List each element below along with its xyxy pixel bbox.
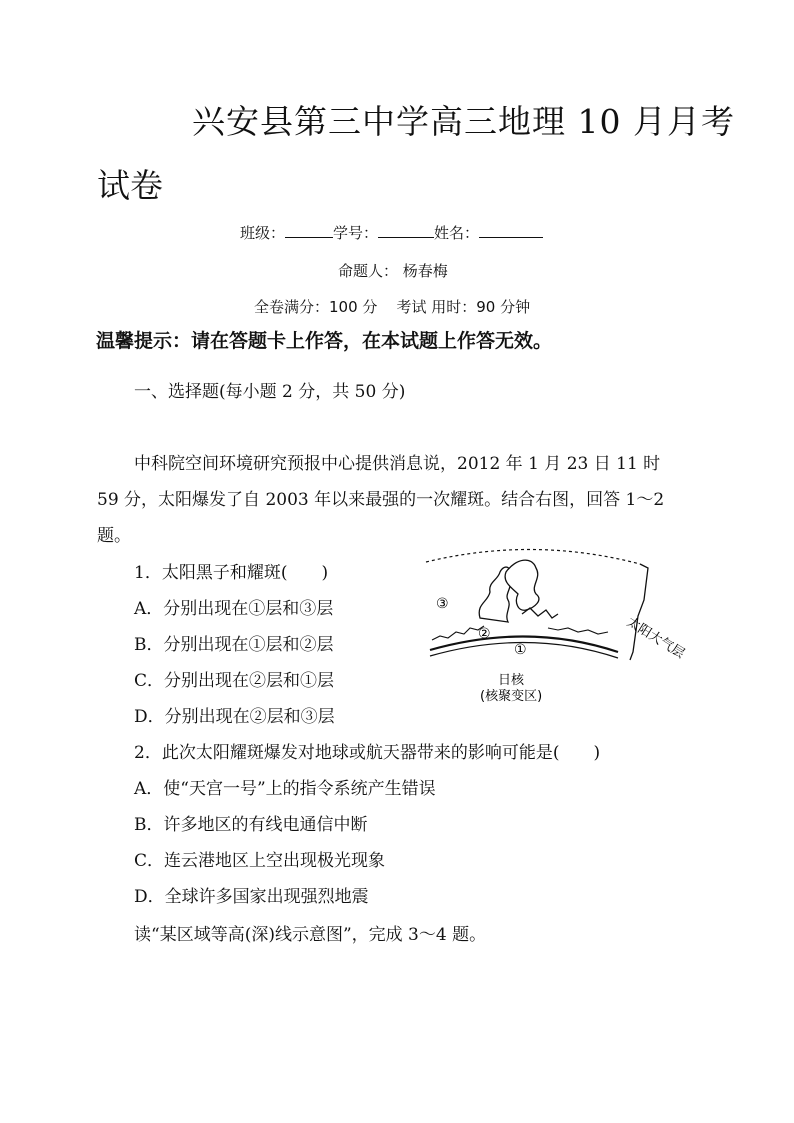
flare-ejection: [522, 608, 558, 618]
question-1-option-d: D．分别出现在②层和③层: [134, 707, 335, 727]
passage-line: 59 分，太阳爆发了自 2003 年以来最强的一次耀斑。结合右图，回答 1～2: [97, 490, 665, 510]
score-time-line: 全卷满分：100 分 考试 用时：90 分钟: [254, 298, 531, 316]
passage-line: 题。: [97, 526, 131, 546]
question-2-option-d: D．全球许多国家出现强烈地震: [134, 887, 369, 907]
name-blank: [479, 223, 543, 238]
student-id-label: 学号：: [333, 224, 379, 242]
page-title-continued: 试卷: [97, 166, 163, 205]
label-core-sub: (核聚变区): [480, 689, 543, 704]
class-blank: [285, 223, 333, 238]
warm-tip: 温馨提示：请在答题卡上作答，在本试题上作答无效。: [96, 330, 553, 352]
questions-3-4-intro: 读“某区域等高(深)线示意图”，完成 3～4 题。: [134, 925, 487, 945]
student-info-line: [240, 222, 543, 243]
atmosphere-bracket: [630, 564, 648, 660]
question-2-option-b: B．许多地区的有线电通信中断: [134, 815, 368, 835]
section-heading: 一、选择题(每小题 2 分，共 50 分): [134, 382, 406, 402]
label-layer-1: ①: [514, 642, 527, 658]
passage-line: 中科院空间环境研究预报中心提供消息说，2012 年 1 月 23 日 11 时: [134, 454, 661, 474]
question-2-stem: 2．此次太阳耀斑爆发对地球或航天器带来的影响可能是( ): [134, 743, 601, 763]
student-id-blank: [378, 223, 434, 238]
question-2-option-a: A．使“天宫一号”上的指令系统产生错误: [134, 779, 436, 799]
question-1-option-a: A．分别出现在①层和③层: [134, 599, 334, 619]
outer-boundary-dashed: [426, 549, 640, 564]
label-core: 日核: [498, 673, 525, 688]
solar-atmosphere-diagram: [418, 542, 718, 712]
page-title: 兴安县第三中学高三地理 10 月月考: [192, 102, 735, 141]
solar-flare-plume: [505, 560, 539, 610]
question-1-option-c: C．分别出现在②层和①层: [134, 671, 335, 691]
chromosphere-spicules-right: [548, 628, 608, 634]
label-layer-2: ②: [478, 626, 491, 642]
class-label: 班级：: [240, 224, 286, 242]
question-1-option-b: B．分别出现在①层和②层: [134, 635, 334, 655]
label-solar-atmosphere: 太阳大气层: [623, 614, 687, 662]
author-line: 命题人： 杨春梅: [338, 262, 448, 280]
name-label: 姓名：: [434, 224, 480, 242]
chromosphere-spicules: [432, 626, 484, 640]
question-2-option-c: C．连云港地区上空出现极光现象: [134, 851, 386, 871]
label-layer-3: ③: [436, 596, 449, 612]
question-1-stem: 1．太阳黑子和耀斑( ): [134, 563, 329, 583]
